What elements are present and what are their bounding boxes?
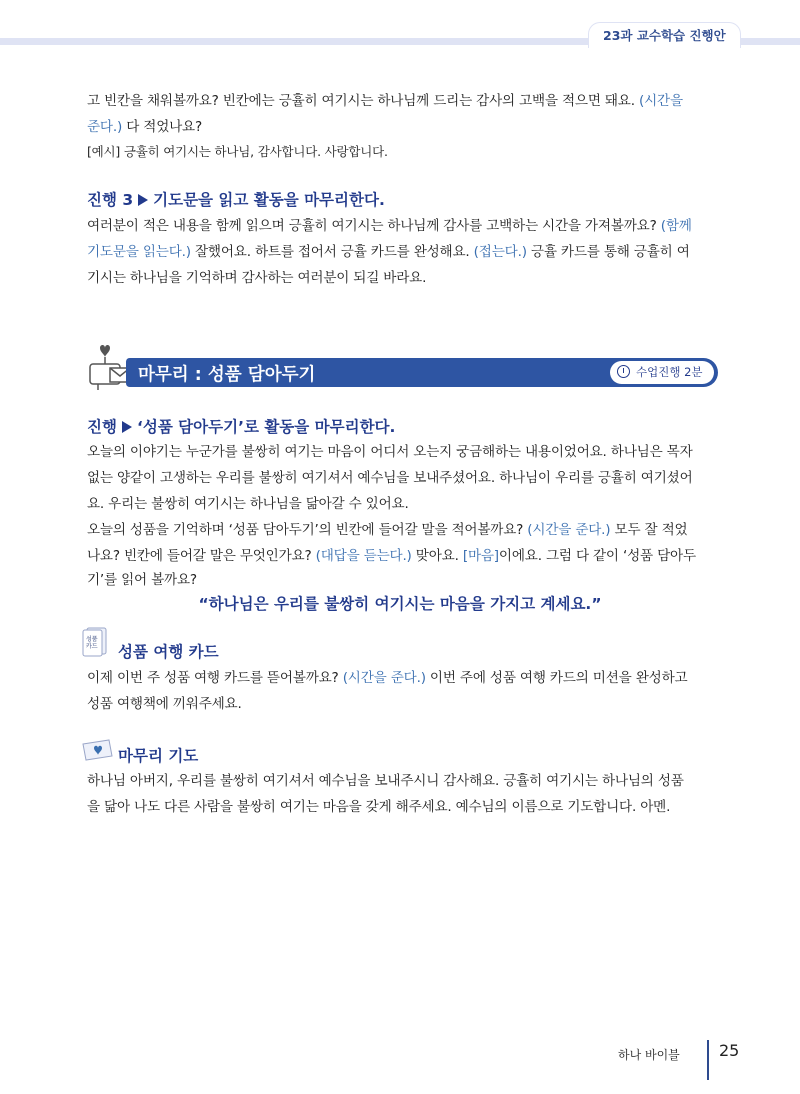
- intro-line-2: 준다.) 다 적었나요?: [87, 119, 203, 135]
- section-banner: [126, 358, 718, 387]
- chapter-tab: 23과 교수학습 진행안: [588, 22, 741, 48]
- prayer-line-1: 하나님 아버지, 우리를 불쌍히 여기셔서 예수님을 보내주시니 감사해요. 긍휼히 여기시는 하나님의 성품: [87, 773, 684, 789]
- wrap-line-6: 기’를 읽어 볼까요?: [87, 572, 197, 588]
- wrap-line-2: 없는 양같이 고생하는 우리를 불쌍히 여기셔서 예수님을 보내주셨어요. 하나님이 우리를 긍휼히 여기셨어: [87, 470, 693, 486]
- footer-book-title: 하나 바이블: [618, 1048, 680, 1062]
- intro-line-1: 고 빈칸을 채워볼까요? 빈칸에는 긍휼히 여기시는 하나님께 드리는 감사의 고백을 적으면 돼요. (시간을: [87, 93, 683, 109]
- footer-divider: [707, 1040, 709, 1080]
- wrap-line-5: 나요? 빈칸에 들어갈 말은 무엇인가요? (대답을 듣는다.) 맞아요. [마음]이에요. 그럼 다 같이 ‘성품 담아두: [87, 548, 696, 564]
- heart-envelope-icon: [79, 738, 115, 762]
- clock-icon: [617, 365, 630, 378]
- time-label: 수업진행 2분: [636, 365, 703, 379]
- wrap-heading: 진행 ‘성품 담아두기’로 활동을 마무리한다.: [87, 418, 396, 436]
- step3-line-2: 기도문을 읽는다.) 잘했어요. 하트를 접어서 긍휼 카드를 완성해요. (접는다.) 긍휼 카드를 통해 긍휼히 여: [87, 244, 690, 260]
- page-number: 25: [719, 1041, 740, 1060]
- triangle-icon: [122, 421, 132, 433]
- card-line-1: 이제 이번 주 성품 여행 카드를 뜯어볼까요? (시간을 준다.) 이번 주에 성품 여행 카드의 미션을 완성하고: [87, 670, 688, 686]
- step3-heading: 진행 3 기도문을 읽고 활동을 마무리한다.: [87, 191, 385, 209]
- example-text: [예시] 긍휼히 여기시는 하나님, 감사합니다. 사랑합니다.: [87, 144, 388, 159]
- wrap-line-4: 오늘의 성품을 기억하며 ‘성품 담아두기’의 빈칸에 들어갈 말을 적어볼까요? (시간을 준다.) 모두 잘 적었: [87, 522, 688, 538]
- key-quote: “하나님은 우리를 불쌍히 여기시는 마음을 가지고 계세요.”: [198, 595, 602, 613]
- triangle-icon: [138, 194, 148, 206]
- prayer-line-2: 을 닮아 나도 다른 사람을 불쌍히 여기는 마음을 갖게 해주세요. 예수님의 이름으로 기도합니다. 아멘.: [87, 799, 671, 815]
- time-pill: [610, 361, 714, 384]
- wrap-line-3: 요. 우리는 불쌍히 여기시는 하나님을 닮아갈 수 있어요.: [87, 496, 409, 512]
- prayer-heading: 마무리 기도: [118, 747, 199, 765]
- card-icon-label: 성품 카드: [86, 636, 98, 650]
- card-line-2: 성품 여행책에 끼워주세요.: [87, 696, 242, 712]
- card-heading: 성품 여행 카드: [118, 643, 219, 661]
- banner-title: 마무리 : 성품 담아두기: [138, 365, 316, 385]
- step3-line-3: 기시는 하나님을 기억하며 감사하는 여러분이 되길 바라요.: [87, 270, 427, 286]
- wrap-line-1: 오늘의 이야기는 누군가를 불쌍히 여기는 마음이 어디서 오는지 궁금해하는 내용이었어요. 하나님은 목자: [87, 444, 693, 460]
- step3-line-1: 여러분이 적은 내용을 함께 읽으며 긍휼히 여기시는 하나님께 감사를 고백하는 시간을 가져볼까요? (함께: [87, 218, 692, 234]
